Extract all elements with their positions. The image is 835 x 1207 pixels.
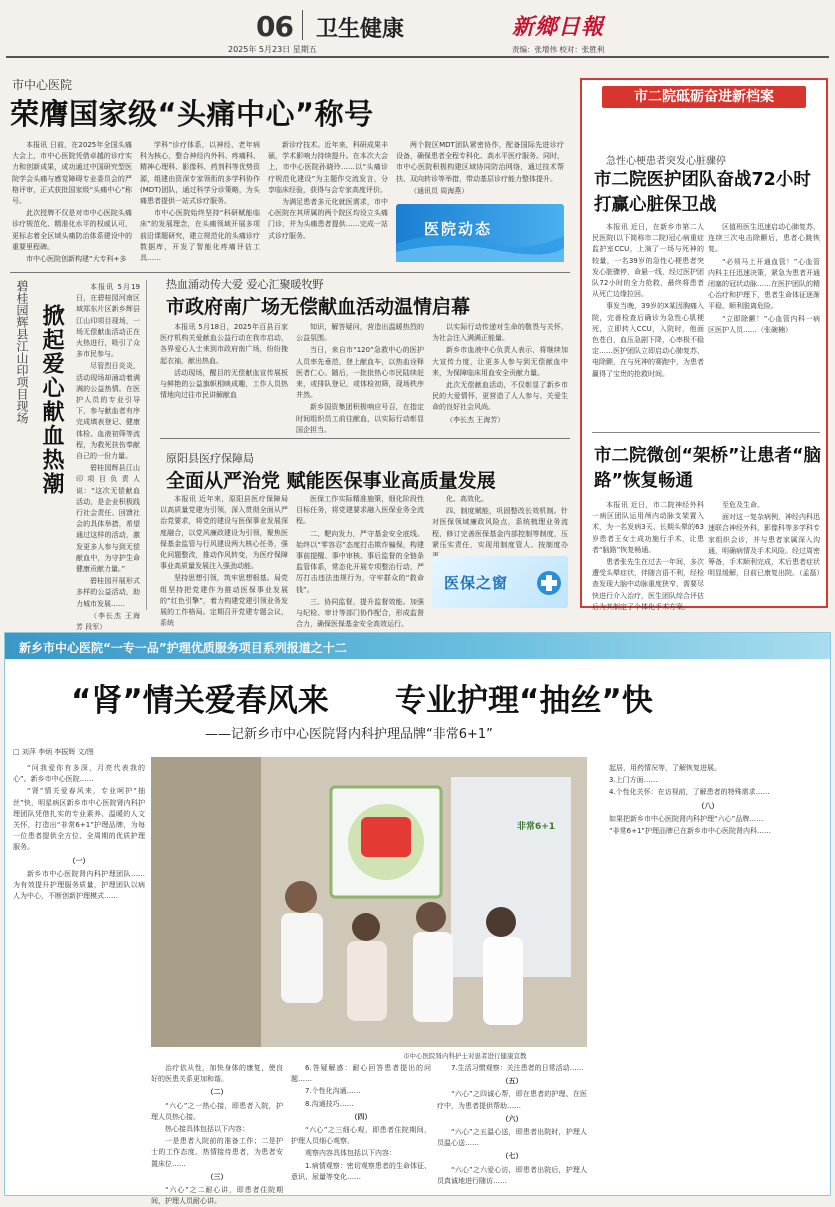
paragraph: “必须马上开通血管！”心血管内科主任迅速决策，紧急为患者开通闭塞的冠状动脉……在医护团队的精心治疗和护理下，患者生命体征逐渐平稳，顺利脱离危险。 <box>708 257 820 311</box>
paragraph: 知识，解答疑问，营造出温暖热烈的公益氛围。 <box>296 323 424 343</box>
paragraph: 如果把新乡市中心医院肾内科护理“六心”品牌…… <box>609 814 764 823</box>
paragraph: 3.上门方面…… <box>609 776 658 785</box>
plaza-col-2 <box>296 322 424 432</box>
paragraph: 6.答疑解惑：耐心回答患者提出的问题…… <box>291 1064 431 1084</box>
feature-subhead: ——记新乡市中心医院肾内科护理品牌“非常6+1” <box>205 727 493 742</box>
feature-col-5 <box>595 763 821 1191</box>
nurses-photo-icon <box>151 757 587 1047</box>
paragraph: 三、协同监督，提升监督效能。加强与纪检、审计等部门协作配合，形成监督合力，确保医保基金安全高效运行。 <box>296 597 424 629</box>
paragraph: （李长杰 王海芳） <box>446 415 505 424</box>
paragraph: （通讯员 周海燕） <box>410 186 469 195</box>
side-vertical-kicker: 碧桂园辉县江山印项目现场 <box>15 280 29 424</box>
paragraph: 新乡国资集团积极响应号召，在指定时间组织员工前往献血，以实际行动彰显国企担当。 <box>296 403 424 434</box>
paragraph: “肾”情关爱春风来，专业呵护“抽丝”快，明星病区新乡市中心医院肾内科护理团队凭借扎实的专业素养、温暖的人文关怀，打造出“非常6+1”护理品牌，为每一位患者提供全方位、全周期的优质护理服务。 <box>13 787 145 852</box>
insurance-headline: 全面从严治党 赋能医保事业高质量发展 <box>166 470 496 492</box>
paragraph: 事发当晚，39岁的X某因胸痛入院，完善检查后确诊为急性心肌梗死，立即转入CCU，入院时，他面色苍白，血压急剧下降，心率极不稳定……医护团队立即启动心肺复苏，电除颤，在与死神的赛跑中，为患者赢得了宝贵的抢救时间。 <box>592 302 704 378</box>
archive-story2-headline: 市二院微创“架桥”让患者“脑路”恢复畅通 <box>594 446 822 491</box>
insurance-col-2 <box>296 494 424 629</box>
paragraph: （八） <box>697 801 719 810</box>
page-number: 06 <box>256 10 293 43</box>
medical-cross-icon <box>536 570 562 596</box>
paragraph: 热心接具体包括以下内容： <box>165 1125 249 1134</box>
insurance-logo-box <box>432 556 568 608</box>
feature-photo <box>151 757 587 1047</box>
archive-story1-col-2 <box>708 222 820 428</box>
paragraph: 当日，来自市“120”急救中心的医护人员率先垂范，登上献血车，以热血诠释医者仁心。随后，一批批热心市民陆续赶来，或排队登记，或体检初筛，现场秩序井然。 <box>296 346 424 400</box>
paragraph: 尽管烈日炎炎，活动现场却涌动着满满的公益热情。在医护人员的专业引导下，参与献血者有序完成填表登记、健康体检、血液初筛等流程，为救死扶伤奉献自己的一份力量。 <box>76 362 140 461</box>
issue-date: 2025年 5月23日 星期五 <box>228 45 317 54</box>
archive-box <box>580 78 828 611</box>
editors-line: 责编：张增伟 校对：张胜利 <box>512 45 605 54</box>
side-vertical-title: 掀起爱心献血热潮 <box>39 304 64 496</box>
insurance-kicker: 原阳县医疗保障局 <box>166 452 254 465</box>
paragraph: （一） <box>68 856 90 865</box>
paragraph: 本报讯 近日，在新乡市第二人民医院(以下简称市二院)冠心病重症监护室CCU，上演了一场与死神的较量，一名39岁的急性心梗患者突发心脏骤停，命悬一线，经过医护团队72小时的全力抢救，最终将患者从死亡边缘拉回。 <box>592 223 704 299</box>
paragraph: “问我爱你有多深，月亮代表我的心”。新乡市中心医院…… <box>13 764 145 784</box>
paragraph: 患者张先生在过去一年间，多次遭受头晕症状，伴随言语不利，经检查发现大脑中动脉重度狭窄，需要尽快进行介入治疗，医生团队综合评估后为其制定了个体化手术方案。 <box>592 558 704 611</box>
paragraph: （李长杰 王海芳 段军） <box>76 611 140 632</box>
archive-story1-col-1 <box>592 222 704 428</box>
paragraph: “六心”之三细心观，即患者住院期间，护理人员细心观察。 <box>291 1126 431 1146</box>
paragraph: 新诊疗技术。近年来，科研成果丰硕，学术影响力持续提升。在本次大会上，市中心医院孙晓玲……以“头痛诊疗规范化建设”为主题作交流发言，分享临床经验，获得与会专家高度评价。 <box>268 141 388 194</box>
paragraph: 为满足患者多元化就医需求，市中心医院在其所属的两个院区均设立头痛门诊，并为头痛患者提供……完成一站式诊疗服务。 <box>268 198 388 240</box>
feature-col-4 <box>437 1063 587 1191</box>
promo-banner <box>396 204 564 262</box>
side-story-body <box>76 282 140 632</box>
paragraph: 7.个性化沟通…… <box>305 1087 361 1096</box>
plaza-col-1 <box>160 322 288 432</box>
promo-banner-text: 医院动态 <box>424 220 493 238</box>
bottom-feature <box>4 632 831 1206</box>
paragraph: 坚持思想引领，筑牢思想根基。局党组坚持把党建作为推动医保事业发展的“红色引擎”，着力构建党建引领业务发展的工作格局。定期召开党建专题会议，系统 <box>160 574 288 628</box>
poster-text: 非常6+1 <box>517 822 556 832</box>
paragraph: 碧桂园开展形式多样的公益活动，助力城市发展…… <box>76 577 140 608</box>
paragraph: 此次授牌不仅是对市中心医院头痛诊疗规范化、精准化水平的权威认可，更标志着全区域头痛防治体系建设中的重要里程碑。 <box>12 209 132 251</box>
archive-story1-kicker: 急性心梗患者突发心脏骤停 <box>606 156 726 167</box>
paragraph: 一是患者入院前的准备工作；二是护士的工作态度，热情接待患者，为患者安置床位…… <box>151 1137 283 1168</box>
insurance-logo-text: 医保之窗 <box>444 574 509 592</box>
paragraph: 本报讯 近日，市二院神经外科一病区团队运用颅内动脉支架置入术，为一名发病3天、长期头晕的63岁患者王女士成功施行手术，让患者“脑路”恢复畅通。 <box>592 501 704 554</box>
paragraph: 1.病情观察：密切观察患者的生命体征、意识、尿量等变化…… <box>291 1161 431 1181</box>
paragraph: 碧桂园辉县江山印项目负责人说：“这次无偿献血活动，是企业积极践行社会责任、回馈社会的具体举措，希望通过这样的活动，激发更多人参与到无偿献血中，为守护生命健康贡献力量。” <box>76 464 140 574</box>
paragraph: “六心”之二耐心讲，即患者住院期间，护理人员耐心讲。 <box>151 1186 283 1206</box>
series-band <box>5 633 830 659</box>
archive-story2-col-2 <box>708 500 824 604</box>
paragraph: 7.生活习惯观察：关注患者的日常活动…… <box>451 1064 584 1072</box>
paragraph: 本报讯 5月18日，2025年百县百家医疗机构关爱献血公益行动在我市启动，各界爱心人士来到市政府南广场，纷纷挽起衣袖，献出热血。 <box>160 323 288 365</box>
masthead <box>0 0 835 54</box>
series-band-text: 新乡市中心医院“一专一品”护理优质服务项目系列报道之十二 <box>19 641 347 655</box>
lead-col-2 <box>140 140 260 266</box>
paragraph: 观察内容具体包括以下内容： <box>305 1149 396 1158</box>
paragraph: （七） <box>501 1152 523 1161</box>
paragraph: 两个院区MDT团队紧密协作，配备国际先进诊疗设备，确保患者全程专科化、高水平医疗服务。同时，市中心医院积极构建区域协同防治网络，通过技术帮扶、双向转诊等举措，带动基层诊疗能力整体提升。 <box>396 141 564 183</box>
paragraph: 学科”诊疗体系，以神经、老年病科为核心，整合神经内外科、疼痛科、精神心理科、影像科、药剂科等优势资源，组建由资深专家领衔的多学科协作(MDT)团队，通过科学分诊策略，为头痛患者提供一站式诊疗服务。 <box>140 141 260 206</box>
paragraph: “六心”之四诚心帮，即在患者的护理、在医疗中，为患者提供帮助…… <box>437 1090 587 1110</box>
paragraph: 治疗依从性，加快身体的康复，使良好的医患关系更加和谐。 <box>151 1064 283 1084</box>
insurance-col-1 <box>160 494 288 628</box>
plaza-headline: 市政府南广场无偿献血活动温情启幕 <box>166 296 471 318</box>
paragraph: 四、制度赋能，巩固整改长效机制。针对医保领域廉政风险点，系统梳理业务流程，修订完善医保基金内部控制等制度，压紧压实责任，实现用制度管人、按制度办 <box>432 507 568 549</box>
paragraph: 化、高效化。 <box>446 495 488 503</box>
paragraph: （四） <box>350 1112 372 1121</box>
paragraph: “六心”之五温心送，即患者出院时，护理人员温心送…… <box>437 1128 587 1148</box>
paragraph: 医保工作实际精准施策，细化阶段性目标任务，将党建要求融入医保业务全流程。 <box>296 495 424 526</box>
paragraph: （三） <box>206 1172 228 1181</box>
lead-kicker: 市中心医院 <box>12 78 73 92</box>
paragraph: 新乡市中心医院肾内科护理团队……为有效提升护理服务质量，护理团队以病人为中心，不断创新护理模式…… <box>13 869 145 901</box>
feature-photo-caption: 市中心医院肾内科护士对患者进行健康宣教 <box>403 1052 527 1060</box>
paragraph: 以实际行动传递对生命的敬畏与关怀，为社会注入满满正能量。 <box>432 323 568 343</box>
paragraph: “六心”之六爱心访，即患者出院后，护理人员真诚地进行随访…… <box>437 1165 587 1185</box>
plaza-kicker: 热血涌动传大爱 爱心汇聚暖牧野 <box>166 278 324 291</box>
archive-story1-headline: 市二院医护团队奋战72小时打赢心脏保卫战 <box>594 170 811 215</box>
feature-byline: □ 刘萍 李炳 李振辉 文/图 <box>13 748 94 756</box>
paragraph: 市中心医院始终坚持“科研赋能临床”的发展理念，在头痛领域开展多项前沿课题研究，建立规范化的头痛诊疗数据库，开发了智能化疼痛评估工具…… <box>140 209 260 263</box>
paragraph: 二、靶向发力，严守基金安全底线。始终以“零容忍”态度打击欺诈骗保，构建事前提醒、事中审核、事后监督的全链条监管体系，常态化开展专项整治行动，严厉打击违法违规行为，守牢群众的“救命钱”。 <box>296 529 424 594</box>
archive-banner: 市二院砥砺奋进新档案 <box>602 86 806 108</box>
feature-col-3 <box>291 1063 431 1191</box>
feature-headline-a: “肾”情关爱春风来 <box>71 683 329 719</box>
lead-col-1 <box>12 140 132 266</box>
paragraph: 本报讯 近年来，原阳县医疗保障局以高质量党建为引领，深入贯彻全面从严治党要求，将党的建设与医保事业发展深度融合，以党风廉政建设为引领，聚焦医保基金监管与行风建设两大核心任务，强化问题整改，推动作风转变，为医疗保障事业高质量发展注入强劲动能。 <box>160 495 288 571</box>
paragraph: 新乡市血液中心负责人表示，将继续加大宣传力度，让更多人参与到无偿献血中来，为保障临床用血安全贡献力量。 <box>432 346 568 377</box>
paragraph: “六心”之一热心接，即患者入院，护理人员热心接。 <box>151 1101 283 1121</box>
paragraph: “非常6+1”护理品牌已在新乡市中心医院肾内科…… <box>609 827 772 836</box>
lead-col-4 <box>396 140 564 198</box>
paragraph: 区值班医生迅速启动心肺复苏，连续三次电击除颤后，患者心跳恢复。 <box>708 223 820 254</box>
feature-headline-b: 专业护理“抽丝”快 <box>395 683 653 719</box>
paragraph: 市中心医院创新构建“大专科+多 <box>26 255 127 264</box>
plaza-col-3 <box>432 322 568 432</box>
section-title: 卫生健康 <box>316 17 405 42</box>
paragraph: 面对这一复杂病例，神经内科迅速联合神经外科、影像科等多学科专家组织会诊，并与患者家属深入沟通，明确病情及手术风险。经过周密筹备，手术顺利完成，术后患者症状明显缓解，目前已康复出院。（孟磊） <box>708 513 824 578</box>
lead-headline: 荣膺国家级“头痛中心”称号 <box>10 97 374 131</box>
newspaper-logo: 新鄉日報 <box>512 14 605 40</box>
paragraph: 此次无偿献血活动，不仅彰显了新乡市民的大爱情怀，更营造了人人参与、关爱生命的良好社会风尚。 <box>432 381 568 412</box>
paragraph: 本报讯 日前，在2025年全国头痛大会上，市中心医院凭借卓越的诊疗实力和创新成果，成功通过中国研究型医院学会头痛与感觉障碍专业委员会的严格评审，正式获批国家级“头痛中心”称号。 <box>12 141 132 206</box>
lead-col-3 <box>268 140 388 266</box>
feature-col-1 <box>13 763 145 1191</box>
paragraph: 4.个性化关怀：在访视前，了解患者的特殊需求…… <box>609 788 770 797</box>
paragraph: （六） <box>501 1114 523 1123</box>
paragraph: “立即除颤！”心血管内科一病区医护人员……（张碗楠） <box>708 314 820 334</box>
feature-col-2 <box>151 1063 283 1206</box>
paragraph: （二） <box>206 1088 228 1097</box>
paragraph: 本报讯 5月19日，在碧桂园河南区域郑东片区新乡辉县江山印项目现场，一场无偿献血活动正在火热进行，吸引了众多市民参与。 <box>76 283 140 359</box>
paragraph: 活动现场，醒目的无偿献血宣传展板与鲜艳的公益旗帜相映成趣，工作人员热情地向过往市民讲解献血 <box>160 368 288 400</box>
paragraph: 起居，用药情况等，了解恢复进展。 <box>609 764 721 772</box>
paragraph: 至危及生命。 <box>722 501 764 509</box>
insurance-col-3 <box>432 494 568 548</box>
archive-story2-col-1 <box>592 500 704 611</box>
paragraph: 8.沟通技巧…… <box>305 1099 354 1108</box>
paragraph: （五） <box>501 1077 523 1086</box>
